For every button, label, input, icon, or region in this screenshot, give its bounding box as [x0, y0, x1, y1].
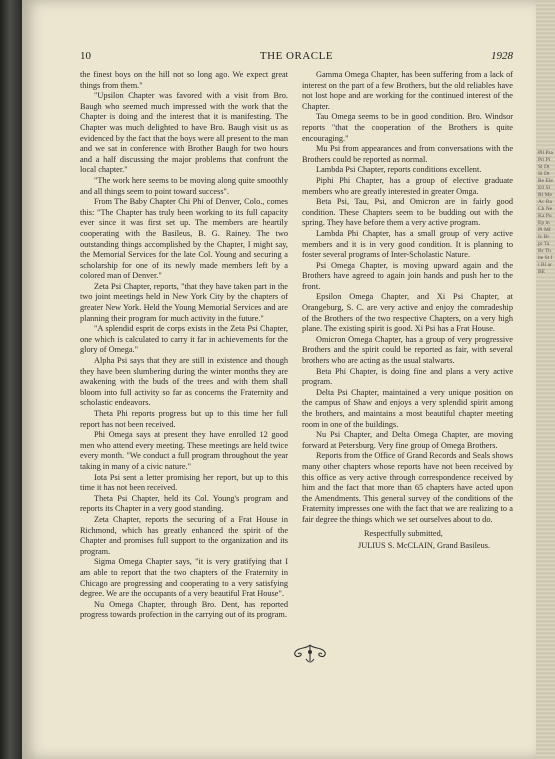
paragraph: Epsilon Omega Chapter, and Xi Psi Chapter, at Orangeburg, S. C. are very active and enjoy the comradeship of the Brothers of the two respective Chapters, on a very high plane. The existing spirit is good. Xi Psi has a Frat House.: [302, 292, 513, 334]
paragraph: "The work here seems to be moving along quite smoothly and all things seem to point toward success".: [80, 175, 288, 196]
paragraph: Delta Psi Chapter, maintained a very unique position on the campus of Shaw and enjoys a very splendid spirit among the brothers, and maintains a most beautiful chapter meeting room in one of the buildings.: [302, 387, 513, 429]
right-column: [302, 70, 513, 552]
paragraph: Sigma Omega Chapter says, "it is very gratifying that I am able to report that the two chapters of the Fraternity in Chicago are progressing and cooperating to a very satisfying degree. We are the occupants of a very beautiful Frat House".: [80, 557, 288, 599]
paragraph: "Upsilon Chapter was favored with a visit from Bro. Baugh who seemed much impressed with the work that the Chapter is doing and the interest that it is manifesting. The Chapter was much delighted to have Bro. Baugh visit us as evidenced by the fact that the boys were all present to the man and we sat in conference with Brother Baugh for two hours and a half discussing the major problems that confront the local chapter.": [80, 91, 288, 175]
header-year: 1928: [491, 50, 513, 62]
paragraph: Zeta Psi Chapter, reports, "that they have taken part in the two joint meetings held in New York City by the chapters of greater New York. Held the Young Memorial Services and are planning their program for much activity in the future.": [80, 281, 288, 323]
left-column: [80, 70, 288, 621]
paragraph: Tau Omega seems to be in good condition. Bro. Windsor reports "that the cooperation of the Brothers is quite encouraging.": [302, 112, 513, 143]
paragraph: Lambda Phi Chapter, has a small group of very active members and it is in very good condition. It is planning to foster several programs of Inter-Scholastic Nature.: [302, 228, 513, 260]
book-binding: [0, 0, 22, 759]
paragraph: Beta Psi, Tau, Psi, and Omicron are in fairly good condition. These Chapters seem to be budding out with the spring. They have before them a very active program.: [302, 197, 513, 228]
paragraph: "A splendid esprit de corps exists in the Zeta Psi Chapter, one which is calculated to carry it far in achievements for the glory of Omega.": [80, 324, 288, 355]
paragraph: Beta Phi Chapter, is doing fine and plans a very active program.: [302, 366, 513, 387]
paragraph: Theta Psi Chapter, held its Col. Young's program and reports its Chapter in a very good standing.: [80, 493, 288, 514]
next-page-edge-text: Pll Pra Pri Pi Sl Dt Sl Dt Re Ele E0 Sl Rl Me Ac Ba Ch Ne Ka Pu Ep in Pl MI Ic Br pr Ta Br Th be St fi Bl ar BE: [538, 150, 553, 275]
page-header: [80, 50, 513, 64]
paragraph: Nu Psi Chapter, and Delta Omega Chapter, are moving forward at Petersburg. Very fine group of Omega Brothers.: [302, 430, 513, 450]
paragraph: Omicron Omega Chapter, has a group of very progressive Brothers and the spirit could be reported as fair, with several brothers who are acting as the usual stalwarts.: [302, 334, 513, 366]
paragraph: Psi Omega Chapter, is moving upward again and the Brothers have agreed to again join hands and push her to the front.: [302, 260, 513, 291]
paragraph: Iota Psi sent a letter promising her report, but up to this time it has not been received.: [80, 472, 288, 493]
paragraph: Reports from the Office of Grand Records and Seals shows many other chapters whose reports have not been received by this office as very active through correspondence received by him and the fact that more than 65 chapters have acted upon the Amendments. This general survey of the conditions of the Fraternity impresses one with the fact that we are realizing to a fair degree the things which we set ourselves about to do.: [302, 451, 513, 524]
floral-ornament-icon: [288, 641, 332, 667]
paragraph: Lambda Psi Chapter, reports conditions excellent.: [316, 165, 482, 175]
paragraph: Phi Omega says at present they have enrolled 12 good men who attend every meeting. These meetings are held twice every month. "We conduct a full program throughout the year taking in many of a civic nature.": [80, 430, 288, 471]
paragraph: Piphi Phi Chapter, has a group of elective graduate members who are greatly interested in greater Omga.: [302, 175, 513, 196]
paragraph: Nu Omega Chapter, through Bro. Dent, has reported progress towards profection in the carrying out of its program.: [80, 599, 288, 620]
paragraph: Alpha Psi says that they are still in existence and though they have been slumbering during the winter months they are awakening with the buds of the trees and with them shall bloom into full activity so far as concerns the Fraternity and scholastic endeavors.: [80, 356, 288, 408]
paragraph: From The Baby Chapter Chi Phi of Denver, Colo., comes this: "The Chapter has truly been working to its full capacity ever since it was first set up. The members are heartily cooperating with the Basileus, B. G. Rainey. The two outstanding things accomplished by the Chapter, I might say, the Memorial Services for the late Col. Young and securing a scholarship for one of its newly made members left by a colored man of Denver.": [80, 197, 288, 281]
paragraph: Mu Psi from appearances and from conversations with the Brothers could be reported as normal.: [302, 144, 513, 164]
paragraph: Zeta Chapter, reports the securing of a Frat House in Richmond, which has greatly enhanced the spirit of the Chapter and promises full support to the organization and its program.: [80, 514, 288, 556]
closing-line: Respectfully submitted,: [364, 528, 443, 538]
paragraph: Gamma Omega Chapter, has been suffering from a lack of interest on the part of a few Brothers, but the old reliables have not lost hope and are working for the continued interest of the Chapter.: [302, 70, 513, 111]
signature: JULIUS S. McCLAIN, Grand Basileus.: [358, 541, 491, 551]
paragraph: the finest boys on the hill not so long ago. We expect great things from them.": [80, 70, 288, 90]
running-title: THE ORACLE: [259, 50, 334, 62]
page-number: 10: [80, 50, 91, 62]
paragraph: Theta Phi reports progress but up to this time her full report has not been received.: [80, 409, 288, 429]
